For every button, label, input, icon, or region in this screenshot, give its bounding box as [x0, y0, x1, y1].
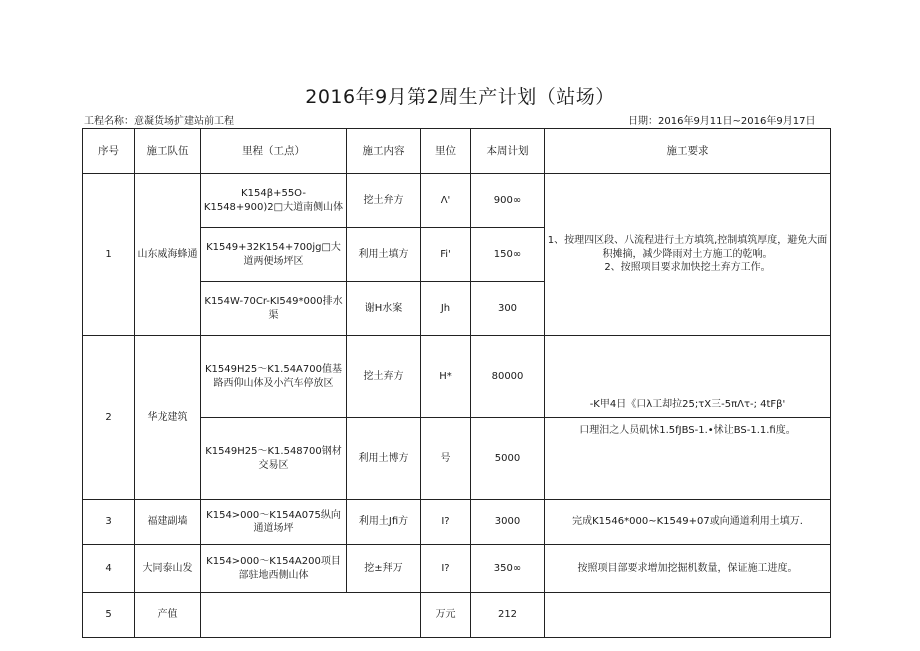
table-row	[83, 174, 831, 228]
cell-plan: 900∞	[471, 174, 545, 228]
cell-content: 利用土博方	[347, 418, 421, 500]
header-plan: 本周计划	[471, 129, 545, 174]
cell-mileage: K154β+55O-K1548+900)2□大道南侧山体	[201, 174, 347, 228]
cell-unit: I?	[421, 500, 471, 545]
cell-empty	[545, 593, 831, 638]
cell-content: 利用土Jfi方	[347, 500, 421, 545]
cell-plan: 300	[471, 282, 545, 336]
cell-no: 5	[83, 593, 135, 638]
output-unit: 万元	[421, 593, 471, 638]
header-unit: 里位	[421, 129, 471, 174]
cell-mileage: K1549+32K154+700jg□大道两便场坪区	[201, 228, 347, 282]
cell-requirement: 完成K1546*000~K1549+07或向通道利用土填万.	[545, 500, 831, 545]
cell-unit: H*	[421, 336, 471, 418]
cell-plan: 150∞	[471, 228, 545, 282]
cell-mileage: K1549H25～K1.54A700值基路西仰山体及小汽车停放区	[201, 336, 347, 418]
cell-plan: 5000	[471, 418, 545, 500]
cell-content: 挖±拜万	[347, 545, 421, 593]
header-content: 施工内容	[347, 129, 421, 174]
cell-unit: Λ'	[421, 174, 471, 228]
cell-unit: Jh	[421, 282, 471, 336]
table-row	[83, 336, 831, 418]
cell-no: 4	[83, 545, 135, 593]
cell-mileage: K154>000～K154A075纵向通道场坪	[201, 500, 347, 545]
cell-requirement: 1、按理四区段、八流程进行土方填筑,控制填筑厚度，避免大面积摊摘，减少降雨对土方施工的乾响。 2、按照项目要求加快挖土弃方工作。	[545, 174, 831, 336]
cell-mileage: K1549H25～K1.548700钢材交易区	[201, 418, 347, 500]
table-row	[83, 500, 831, 545]
table-row	[83, 545, 831, 593]
output-label: 产值	[135, 593, 201, 638]
cell-empty	[201, 593, 421, 638]
cell-content: 挖土弁方	[347, 174, 421, 228]
project-name: 工程名称：意凝货场扩建站前工程	[84, 116, 234, 127]
header-row	[83, 129, 831, 174]
cell-content: 挖土弃方	[347, 336, 421, 418]
cell-plan: 80000	[471, 336, 545, 418]
output-value: 212	[471, 593, 545, 638]
header-team: 施工队伍	[135, 129, 201, 174]
cell-plan: 350∞	[471, 545, 545, 593]
cell-no: 1	[83, 174, 135, 336]
cell-plan: 3000	[471, 500, 545, 545]
cell-no: 3	[83, 500, 135, 545]
cell-team: 福建副墙	[135, 500, 201, 545]
cell-unit: I?	[421, 545, 471, 593]
header-mileage: 里程（工点）	[201, 129, 347, 174]
cell-content: 利用土填方	[347, 228, 421, 282]
cell-mileage: K154>000～K154A200项目部驻地西侧山体	[201, 545, 347, 593]
cell-unit: Fi'	[421, 228, 471, 282]
page-title: 2016年9月第2周生产计划（站场）	[305, 86, 615, 108]
cell-requirement: -K甲4日《口λ工却拉25;τX三-5πΛτ-; 4tFβ'	[545, 336, 831, 418]
output-row	[83, 593, 831, 638]
production-plan-table	[82, 128, 831, 638]
date-range: 日期：2016年9月11日~2016年9月17日	[628, 116, 816, 127]
header-no: 序号	[83, 129, 135, 174]
header-requirement: 施工要求	[545, 129, 831, 174]
cell-mileage: K154W-70Cr-KI549*000排水渠	[201, 282, 347, 336]
cell-team: 大同泰山发	[135, 545, 201, 593]
cell-requirement: 口理汨之人员矶怵1.5fJBS-1.•怵让BS-1.1.fi度。	[545, 418, 831, 500]
cell-no: 2	[83, 336, 135, 500]
cell-content: 谢H水案	[347, 282, 421, 336]
cell-requirement: 按照项目部要求增加挖掘机数量，保证施工进度。	[545, 545, 831, 593]
cell-unit: 号	[421, 418, 471, 500]
cell-team: 华龙建筑	[135, 336, 201, 500]
cell-team: 山东威海蜂通	[135, 174, 201, 336]
